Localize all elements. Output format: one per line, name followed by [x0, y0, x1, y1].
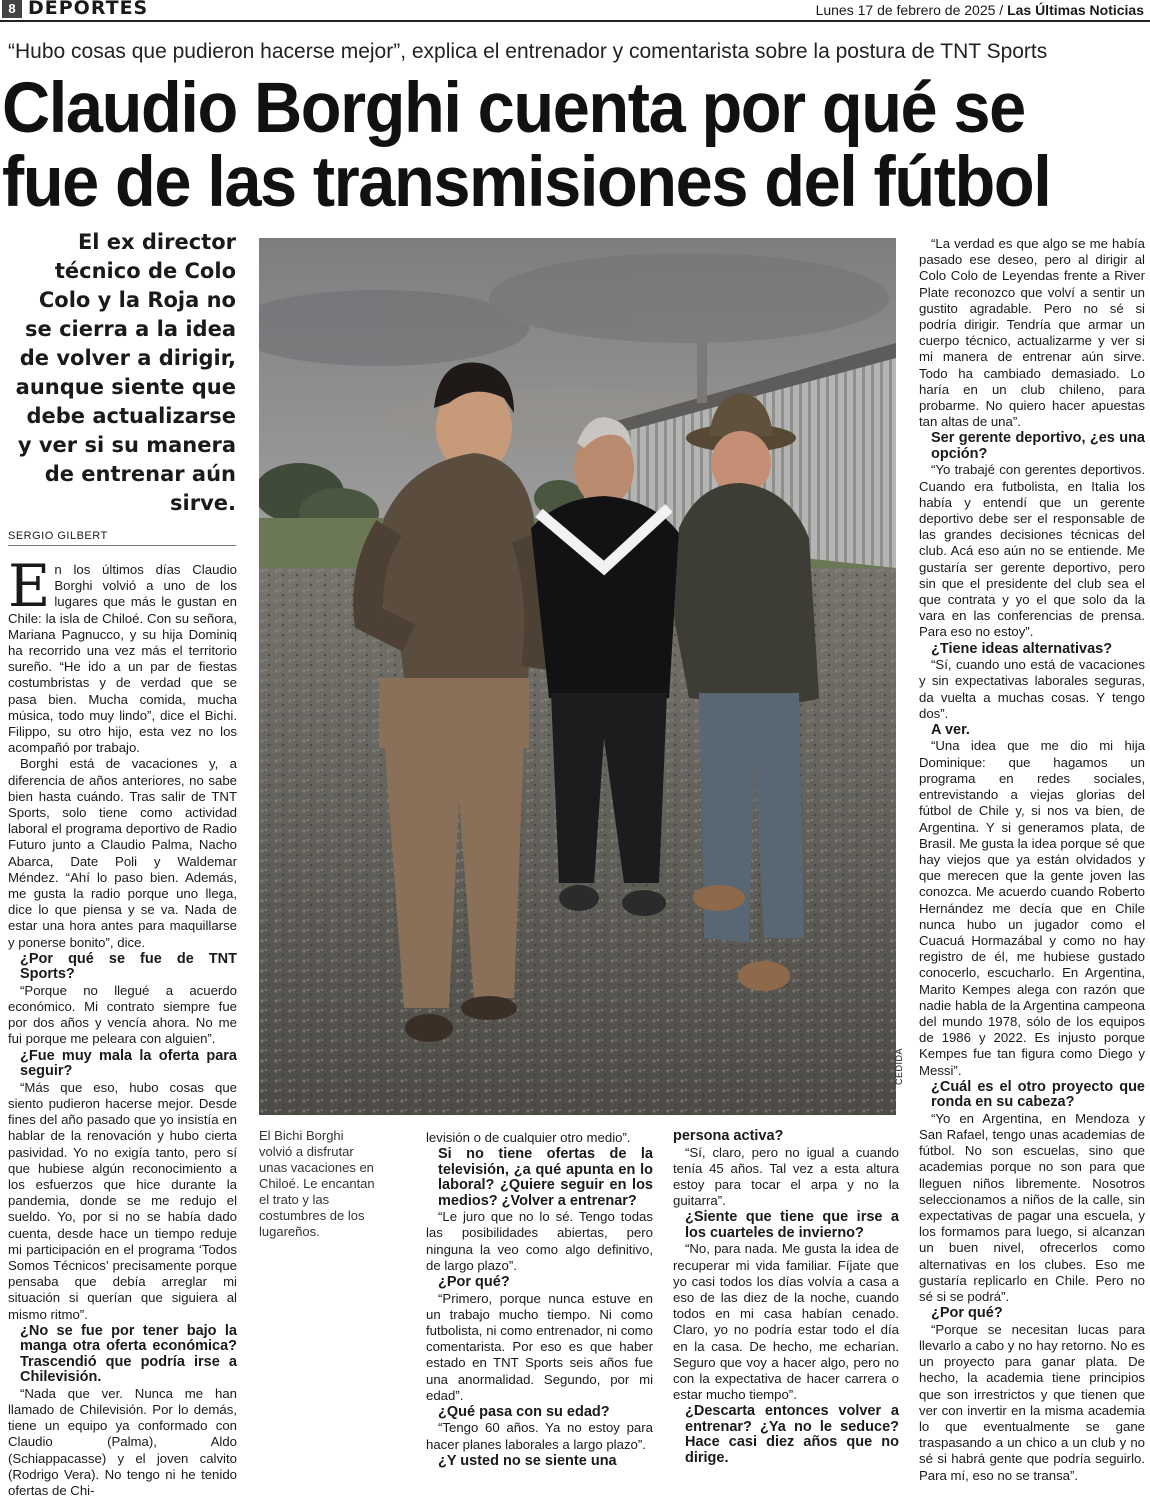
body-paragraph: levisión o de cualquier otro medio”. — [426, 1130, 631, 1145]
page-number: 8 — [2, 0, 22, 18]
interview-question: ¿Fue muy mala la oferta para seguir? — [20, 1047, 237, 1080]
body-paragraph: “Porque no llegué a acuerdo económico. Mi contrato siempre fue por dos años y vencía ahora. No me fui porque me peleara con alguien”. — [8, 982, 237, 1047]
article-column-4 — [919, 236, 1145, 1484]
article-photo — [259, 238, 896, 1115]
interview-question: Si no tiene ofertas de la televisión, ¿a qué apunta en lo laboral? ¿Quiere seguir en los medios? ¿Volver a entrenar? — [438, 1146, 653, 1209]
dateline-separator: / — [995, 2, 1008, 18]
interview-question: ¿Por qué se fue de TNT Sports? — [20, 950, 237, 983]
article-headline — [2, 69, 1078, 222]
interview-question: Ser gerente deportivo, ¿es una opción? — [931, 430, 1145, 462]
article-column-2 — [426, 1130, 653, 1469]
article-kicker: “Hubo cosas que pudieron hacerse mejor”, explica el entrenador y comentarista sobre la postura de TNT Sports — [8, 40, 1048, 63]
body-paragraph: “Más que eso, hubo cosas que siento pudieron hacerse mejor. Desde fines del año pasado que yo insistía en hablar de la renovación y hubo cierta pasividad. Yo no exigía tanto, pero sí que hubiese algún reconocimiento a los esfuerzos que hice durante la pandemia, donde se me redujo el sueldo. Yo, por si no se había dado cuenta, desde hace un tiempo reduje mi participación en el programa ‘Todos Somos Técnicos’ precisamente porque pensaba que debía arreglar mi situación si querían que siguiera al mismo ritmo”. — [8, 1079, 237, 1322]
photo-caption: El Bichi Borghi volvió a disfrutar unas vacaciones en Chiloé. Le encantan el trato y las costumbres de los lugareños. — [259, 1128, 375, 1239]
article-deck: El ex director técnico de Colo Colo y la Roja no se cierra a la idea de volver a dirigir, aunque siente que debe actualizarse y ver si su manera de entrenar aún sirve. — [15, 230, 236, 515]
interview-question: ¿Qué pasa con su edad? — [438, 1403, 610, 1420]
headline-line-1: Claudio Borghi cuenta por qué se — [2, 69, 1025, 148]
interview-question: ¿Siente que tiene que irse a los cuarteles de invierno? — [685, 1209, 899, 1241]
byline: SERGIO GILBERT — [8, 530, 236, 546]
body-paragraph: “Tengo 60 años. Ya no estoy para hacer planes laborales a largo plazo”. — [426, 1420, 653, 1452]
photo-credit: CEDIDA — [894, 1047, 904, 1085]
headline-line-2: fue de las transmisiones del fútbol — [2, 143, 1051, 222]
body-paragraph: “Le juro que no lo sé. Tengo todas las posibilidades abiertas, pero ninguna la veo como algo definitivo, de largo plazo”. — [426, 1209, 653, 1273]
drop-cap: E — [8, 552, 51, 620]
section-name: DEPORTES — [28, 0, 149, 19]
body-paragraph: “Yo trabajé con gerentes deportivos. Cuando era futbolista, en Italia los había y entendí que un gerente deportivo debe ser el responsable de las grandes decisiones técnicas del club. Acá eso aún no se entiende. Me gustaría ser gerente deportivo, pero sin que el presidente del club sea el que contrata y yo el que solo da la vara en las conferencias de prensa. Para eso no estoy”. — [919, 462, 1145, 640]
interview-question: A ver. — [931, 721, 970, 738]
body-paragraph: “Primero, porque nunca estuve en un trabajo mucho tiempo. Ni como futbolista, ni como entrenador, ni como comentarista. Por eso es que haber estado en TNT Sports seis años fue una anormalidad. Segundo, por mi edad”. — [426, 1290, 653, 1403]
article-column-1 — [8, 552, 237, 1499]
article-column-3 — [673, 1128, 899, 1466]
body-paragraph: “Yo en Argentina, en Mendoza y San Rafael, tengo unas academias de fútbol. No son escuelas, sino que academias porque no son para que lleguen niños libremente. Nosotros seleccionamos a niños de la calle, sin expectativas de pagar una escuela, y los formamos para luego, si alcanzan un buen nivel, ofrecerlos como alternativas en los clubes. Eso me gustaría replicarlo en Chile. Pero no sé si se podrá”. — [919, 1110, 1145, 1304]
page-header — [0, 0, 1150, 22]
interview-question: ¿Por qué? — [438, 1274, 510, 1291]
body-paragraph: n los últimos días Claudio Borghi volvió a uno de los lugares que más le gustan en Chile: la isla de Chiloé. Con su señora, Mariana Pagnucco, y su hija Dominiq ha recorrido una vez más el territorio sureño. “He ido a un par de fiestas costumbristas y de verdad que se pasa bien. Mucha comida, mucha música, todo muy lindo”, dice el Bichi. Filippo, su otro hijo, esta vez no los acompañó por trabajo. — [8, 562, 237, 756]
body-paragraph: “Nada que ver. Nunca me han llamado de Chilevisión. Por lo demás, tiene un equipo ya conformado con Claudio (Palma), Aldo (Schiappacasse) y el joven calvito (Rodrigo Vera). No tengo ni he tenido ofertas de Chi- — [8, 1385, 237, 1498]
body-paragraph: “Porque se necesitan lucas para llevarlo a cabo y no hay retorno. No es un proyecto para ganar plata. De hecho, la academia tiene principios que son irrestrictos y que tienen que ver con invertir en la misma academia lo que eventualmente se gane traspasando a un chico a un club y no sé si habrá gente que podría seguirlo. Para mí, eso no se transa”. — [919, 1321, 1145, 1483]
interview-question: ¿Y usted no se siente una — [438, 1452, 617, 1469]
issue-date: Lunes 17 de febrero de 2025 — [815, 2, 996, 18]
interview-question: ¿Descarta entonces volver a entrenar? ¿Ya no le seduce? Hace casi diez años que no dirige. — [685, 1403, 899, 1466]
body-paragraph: “No, para nada. Me gusta la idea de recuperar mi vida familiar. Fíjate que yo casi todos los días volvía a casa a eso de las diez de la noche, cuando todos en mi casa habían cenado. Claro, yo no podría estar todo el día en la casa. De hecho, me echarían. Seguro que voy a hacer algo, pero no con la expectativa de hacer carrera o estar mucho tiempo”. — [673, 1241, 899, 1403]
body-paragraph: “Sí, cuando uno está de vacaciones y sin expectativas laborales seguras, da vuelta a muchas cosas. Y tengo dos”. — [919, 657, 1145, 721]
newspaper-name: Las Últimas Noticias — [1007, 2, 1144, 18]
interview-question: ¿Tiene ideas alternativas? — [931, 640, 1113, 657]
body-paragraph: Borghi está de vacaciones y, a diferencia de años anteriores, no sabe bien hasta cuándo. Tras salir de TNT Sports, solo tiene como actividad laboral el programa deportivo de Radio Futuro junto a Claudio Palma, Nacho Abarca, Date Poli y Waldemar Méndez. “Ahí lo paso bien. Además, me gusta la radio porque uno llega, dice lo que piensa y se va. Nada de estar una hora antes para maquillarse y ponerse bonito”, dice. — [8, 756, 237, 950]
body-paragraph: “Una idea que me dio mi hija Dominique: que hagamos un programa en redes sociales, entrevistando a viejas glorias del fútbol de Chile y, si nos va bien, de Argentina. Y si generamos plata, de Brasil. Me gusta la idea porque sé que hay viejos que ya están olvidados y que merecen que la gente joven las conozca. Me acuerdo cuando Roberto Hernández me decía que en Chile nunca hubo un jugador como el Cuacuá Hormazábal y como no hay registro de él, me hubiese gustado conocerlo, escucharlo. En Argentina, Marito Kempes alega con razón que nadie habla de la Argentina campeona del mundo 1978, sólo de los equipos de 1986 y 2022. Es injusto porque Kempes fue tan figura como Diego y Messi”. — [919, 738, 1145, 1078]
interview-question: ¿No se fue por tener bajo la manga otra oferta económica? Trascendió que podría irse a Chilevisión. — [20, 1322, 237, 1386]
interview-question: ¿Cuál es el otro proyecto que ronda en su cabeza? — [931, 1078, 1145, 1111]
body-paragraph: “Sí, claro, pero no igual a cuando tenía 45 años. Tal vez a esta altura estoy para tocar el arpa y no la guitarra”. — [673, 1144, 899, 1209]
body-paragraph: “La verdad es que algo se me había pasado ese deseo, pero al dirigir al Colo Colo de Leyendas frente a River Plate reconozco que volví a sentir un gustito agradable. Pero no sé si podría dirigir. Tendría que armar un cuerpo técnico, actualizarme y ver si mi manera de entrenar aún sirve. Todo ha cambiado demasiado. Lo haría en un club chileno, para probarme. No quiero hacer apuestas tan altas de una”. — [919, 236, 1145, 430]
dateline — [816, 2, 1144, 18]
interview-question: persona activa? — [673, 1128, 784, 1144]
interview-question: ¿Por qué? — [931, 1305, 1003, 1322]
photo-three-men-standing — [259, 238, 896, 1115]
